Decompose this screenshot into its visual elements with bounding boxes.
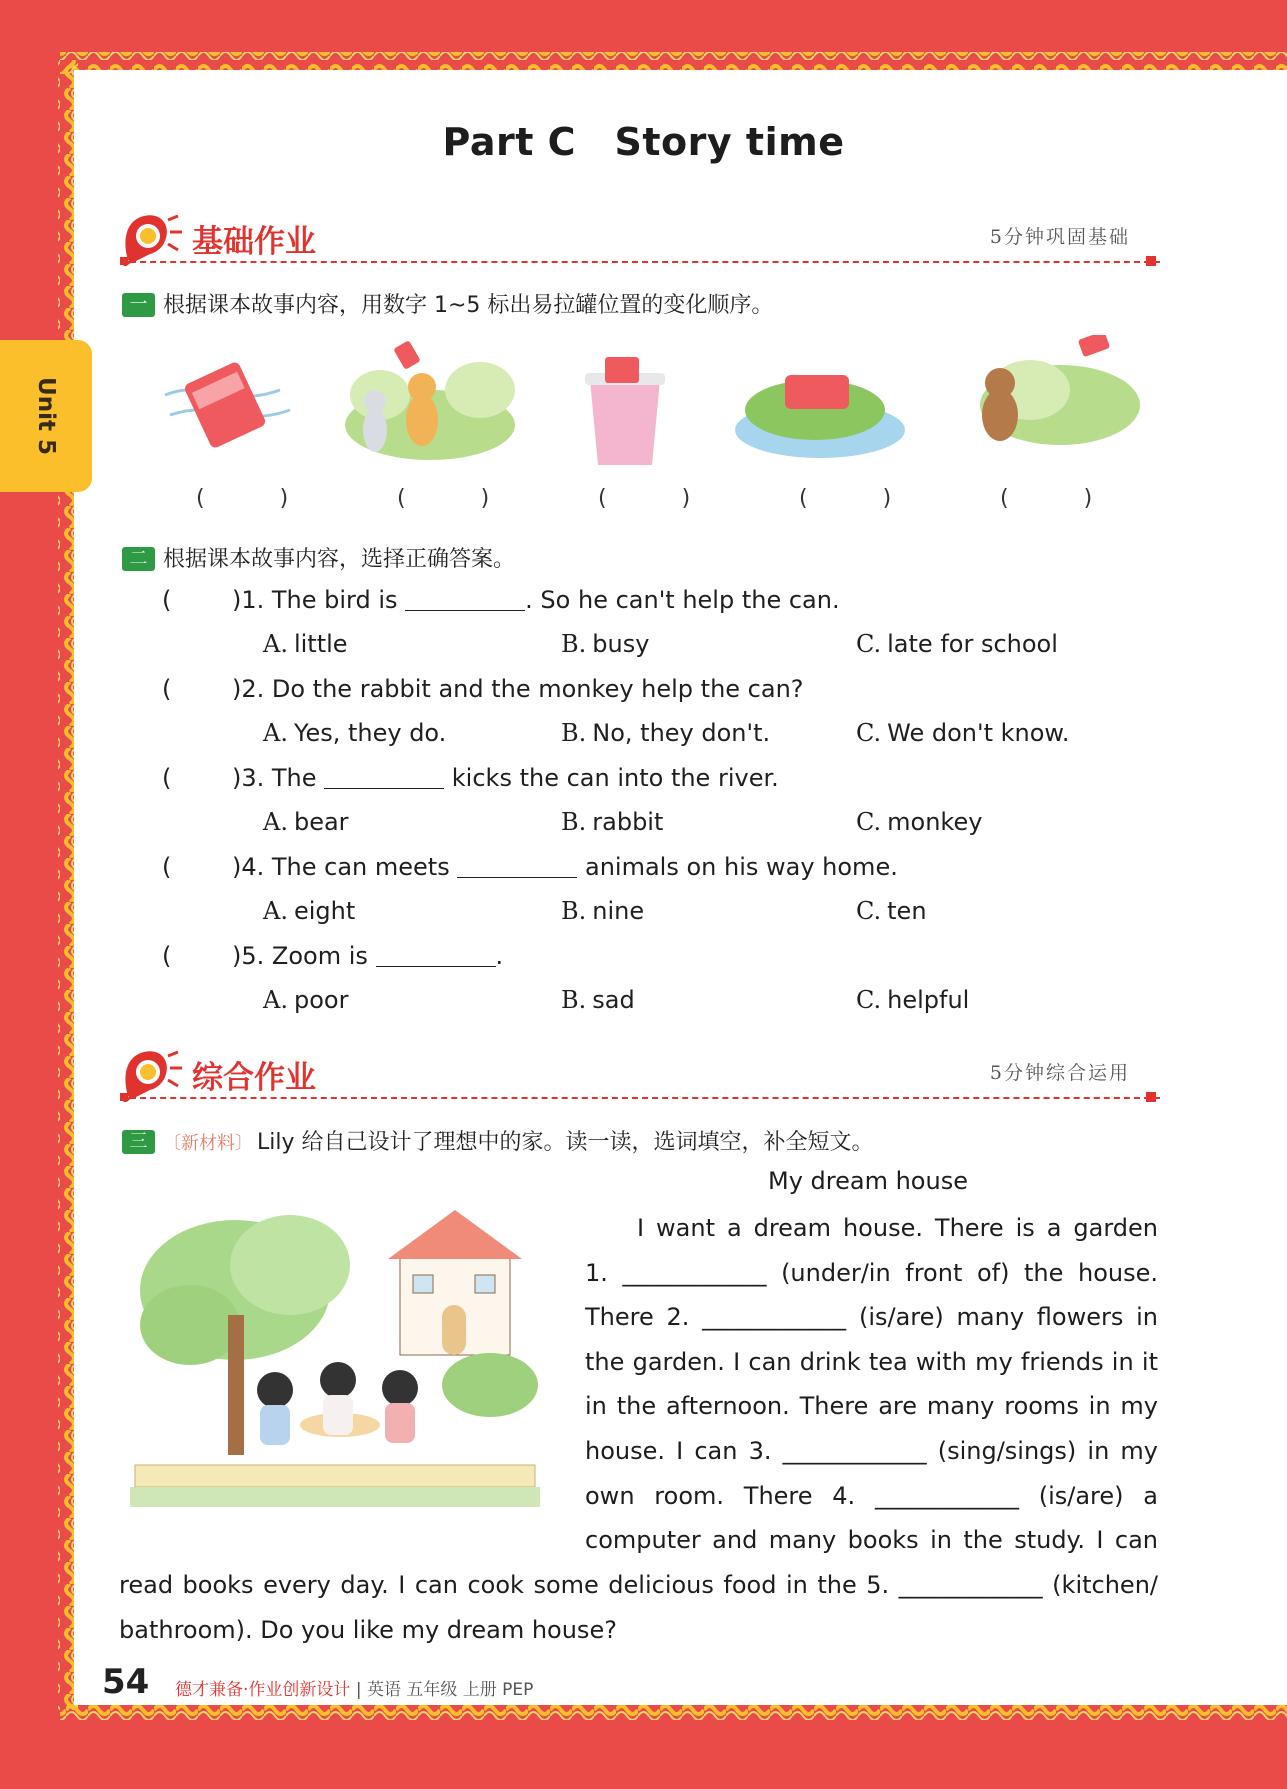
option-text: nine <box>592 897 645 925</box>
page-number: 54 <box>102 1662 150 1702</box>
answer-paren[interactable]: ( <box>162 853 172 881</box>
answer-paren[interactable]: ( <box>162 675 172 703</box>
story-text-block <box>585 1206 1158 1563</box>
option-label: C. <box>856 630 882 658</box>
new-material-tag: 〔新材料〕 <box>163 1133 253 1154</box>
option-b[interactable] <box>561 897 644 925</box>
story-line: the garden. I can drink tea with my friends in it <box>585 1347 1158 1376</box>
option-text: helpful <box>887 986 970 1014</box>
option-text: We don't know. <box>887 719 1070 747</box>
option-b[interactable] <box>561 986 635 1014</box>
option-label: A. <box>263 719 288 747</box>
story-line-blank-2[interactable]: There 2. ____________ (is/are) many flowers in <box>585 1303 1158 1332</box>
question-text: )3. The <box>232 764 325 792</box>
q1-instruction <box>122 288 773 319</box>
option-label: B. <box>561 719 587 747</box>
q2-badge: 二 <box>122 547 155 571</box>
option-a[interactable] <box>263 897 355 925</box>
mcq-question-4 <box>162 853 898 881</box>
option-label: C. <box>856 897 882 925</box>
option-text: No, they don't. <box>592 719 771 747</box>
option-a[interactable] <box>263 808 349 836</box>
page-title: Part C Story time <box>442 120 845 164</box>
story-line-blank-3[interactable]: house. I can 3. ____________ (sing/sings) in my <box>585 1436 1158 1465</box>
story-text-bottom <box>119 1563 1158 1652</box>
question-text: )2. Do the rabbit and the monkey help the can? <box>232 675 804 703</box>
section-time-note: 5分钟综合运用 <box>989 1062 1130 1084</box>
story-title: My dream house <box>768 1167 968 1195</box>
question-text-end: . <box>495 942 504 970</box>
question-text: )4. The can meets <box>232 853 458 881</box>
footer-text <box>175 1675 533 1700</box>
alarm-clock-icon <box>120 210 182 266</box>
answer-paren-3[interactable]: ( ) <box>598 486 725 511</box>
option-text: poor <box>293 986 349 1014</box>
story-line: in the afternoon. There are many rooms in my <box>585 1392 1158 1421</box>
story-line-blank-5[interactable]: read books every day. I can cook some delicious food in the 5. ____________ (kitchen/ <box>119 1571 1158 1599</box>
line-end-square <box>1146 1092 1156 1102</box>
question-text: )1. The bird is <box>232 586 406 614</box>
answer-blank[interactable] <box>405 588 525 611</box>
section-title: 基础作业 <box>192 224 316 260</box>
option-a[interactable] <box>263 630 348 658</box>
answer-blank[interactable] <box>457 855 577 878</box>
q2-instruction <box>122 542 515 573</box>
option-label: A. <box>263 808 288 836</box>
mcq-question-5 <box>162 942 503 970</box>
option-label: C. <box>856 808 882 836</box>
can-on-island-image <box>735 375 905 458</box>
answer-paren-5[interactable]: ( ) <box>1000 486 1127 511</box>
option-text: eight <box>293 897 356 925</box>
option-label: A. <box>263 897 288 925</box>
story-line: bathroom). Do you like my dream house? <box>119 1615 617 1644</box>
unit-tab-label: Unit 5 <box>32 377 59 455</box>
section-time-note: 5分钟巩固基础 <box>989 226 1130 248</box>
alarm-clock-icon <box>120 1046 182 1102</box>
answer-blank[interactable] <box>376 944 496 967</box>
answer-paren[interactable]: ( <box>162 586 172 614</box>
can-in-water-image <box>165 361 290 450</box>
answer-paren-1[interactable]: ( ) <box>196 486 323 511</box>
mcq-question-1 <box>162 586 840 614</box>
book-subject: 英语 五年级 上册 PEP <box>366 1680 534 1700</box>
section-title: 综合作业 <box>192 1060 316 1096</box>
option-b[interactable] <box>561 719 770 747</box>
option-label: C. <box>856 986 882 1014</box>
bear-kicks-can-image <box>980 335 1140 445</box>
option-b[interactable] <box>561 808 663 836</box>
option-text: ten <box>887 897 927 925</box>
answer-paren[interactable]: ( <box>162 764 172 792</box>
section-comprehensive-header <box>120 1046 1160 1106</box>
footer-separator: | <box>355 1680 362 1700</box>
option-text: late for school <box>887 630 1058 658</box>
line-end-square <box>1146 256 1156 266</box>
q2-instruction-text: 根据课本故事内容，选择正确答案。 <box>163 547 516 572</box>
story-line-blank-4[interactable]: own room. There 4. ____________ (is/are) a <box>585 1481 1158 1510</box>
option-c[interactable] <box>856 808 982 836</box>
option-c[interactable] <box>856 986 969 1014</box>
section-divider <box>120 261 1160 263</box>
option-text: Yes, they do. <box>293 719 447 747</box>
mcq-question-2 <box>162 675 804 703</box>
option-label: C. <box>856 719 882 747</box>
option-label: B. <box>561 897 587 925</box>
question-text-end: kicks the can into the river. <box>444 764 779 792</box>
option-c[interactable] <box>856 719 1069 747</box>
question-text-end: animals on his way home. <box>577 853 898 881</box>
option-text: busy <box>592 630 650 658</box>
answer-blank[interactable] <box>324 766 444 789</box>
option-text: rabbit <box>592 808 664 836</box>
dream-house-illustration <box>130 1195 550 1535</box>
mcq-question-3 <box>162 764 779 792</box>
unit-tab <box>0 340 92 492</box>
option-label: A. <box>263 986 288 1014</box>
option-text: monkey <box>887 808 983 836</box>
option-text: bear <box>293 808 349 836</box>
option-text: little <box>293 630 348 658</box>
option-a[interactable] <box>263 986 348 1014</box>
section-basic-header <box>120 210 1160 270</box>
q3-instruction-text: Lily 给自己设计了理想中的家。读一读，选词填空，补全短文。 <box>257 1130 874 1155</box>
option-b[interactable] <box>561 630 649 658</box>
question-text: )5. Zoom is <box>232 942 376 970</box>
option-c[interactable] <box>856 897 927 925</box>
q1-instruction-text: 根据课本故事内容，用数字 1~5 标出易拉罐位置的变化顺序。 <box>163 293 774 318</box>
q1-pictures <box>160 335 1160 475</box>
q3-badge: 三 <box>122 1130 155 1154</box>
answer-paren[interactable]: ( <box>162 942 172 970</box>
question-text-end: . So he can't help the can. <box>525 586 840 614</box>
option-c[interactable] <box>856 630 1058 658</box>
option-label: A. <box>263 630 288 658</box>
rabbit-monkey-image <box>345 340 515 460</box>
q1-badge: 一 <box>122 293 155 317</box>
series-name: 德才兼备·作业创新设计 <box>175 1680 351 1700</box>
option-label: B. <box>561 630 587 658</box>
answer-paren-2[interactable]: ( ) <box>397 486 524 511</box>
can-in-bin-image <box>585 357 665 465</box>
option-label: B. <box>561 986 587 1014</box>
story-line: computer and many books in the study. I can <box>585 1526 1158 1555</box>
section-divider <box>120 1097 1160 1099</box>
option-text: sad <box>592 986 635 1014</box>
q3-instruction <box>122 1125 874 1156</box>
story-line-blank-1[interactable]: 1. ____________ (under/in front of) the house. <box>585 1258 1158 1287</box>
option-label: B. <box>561 808 587 836</box>
story-line: I want a dream house. There is a garden <box>637 1214 1158 1242</box>
answer-paren-4[interactable]: ( ) <box>799 486 926 511</box>
option-a[interactable] <box>263 719 446 747</box>
